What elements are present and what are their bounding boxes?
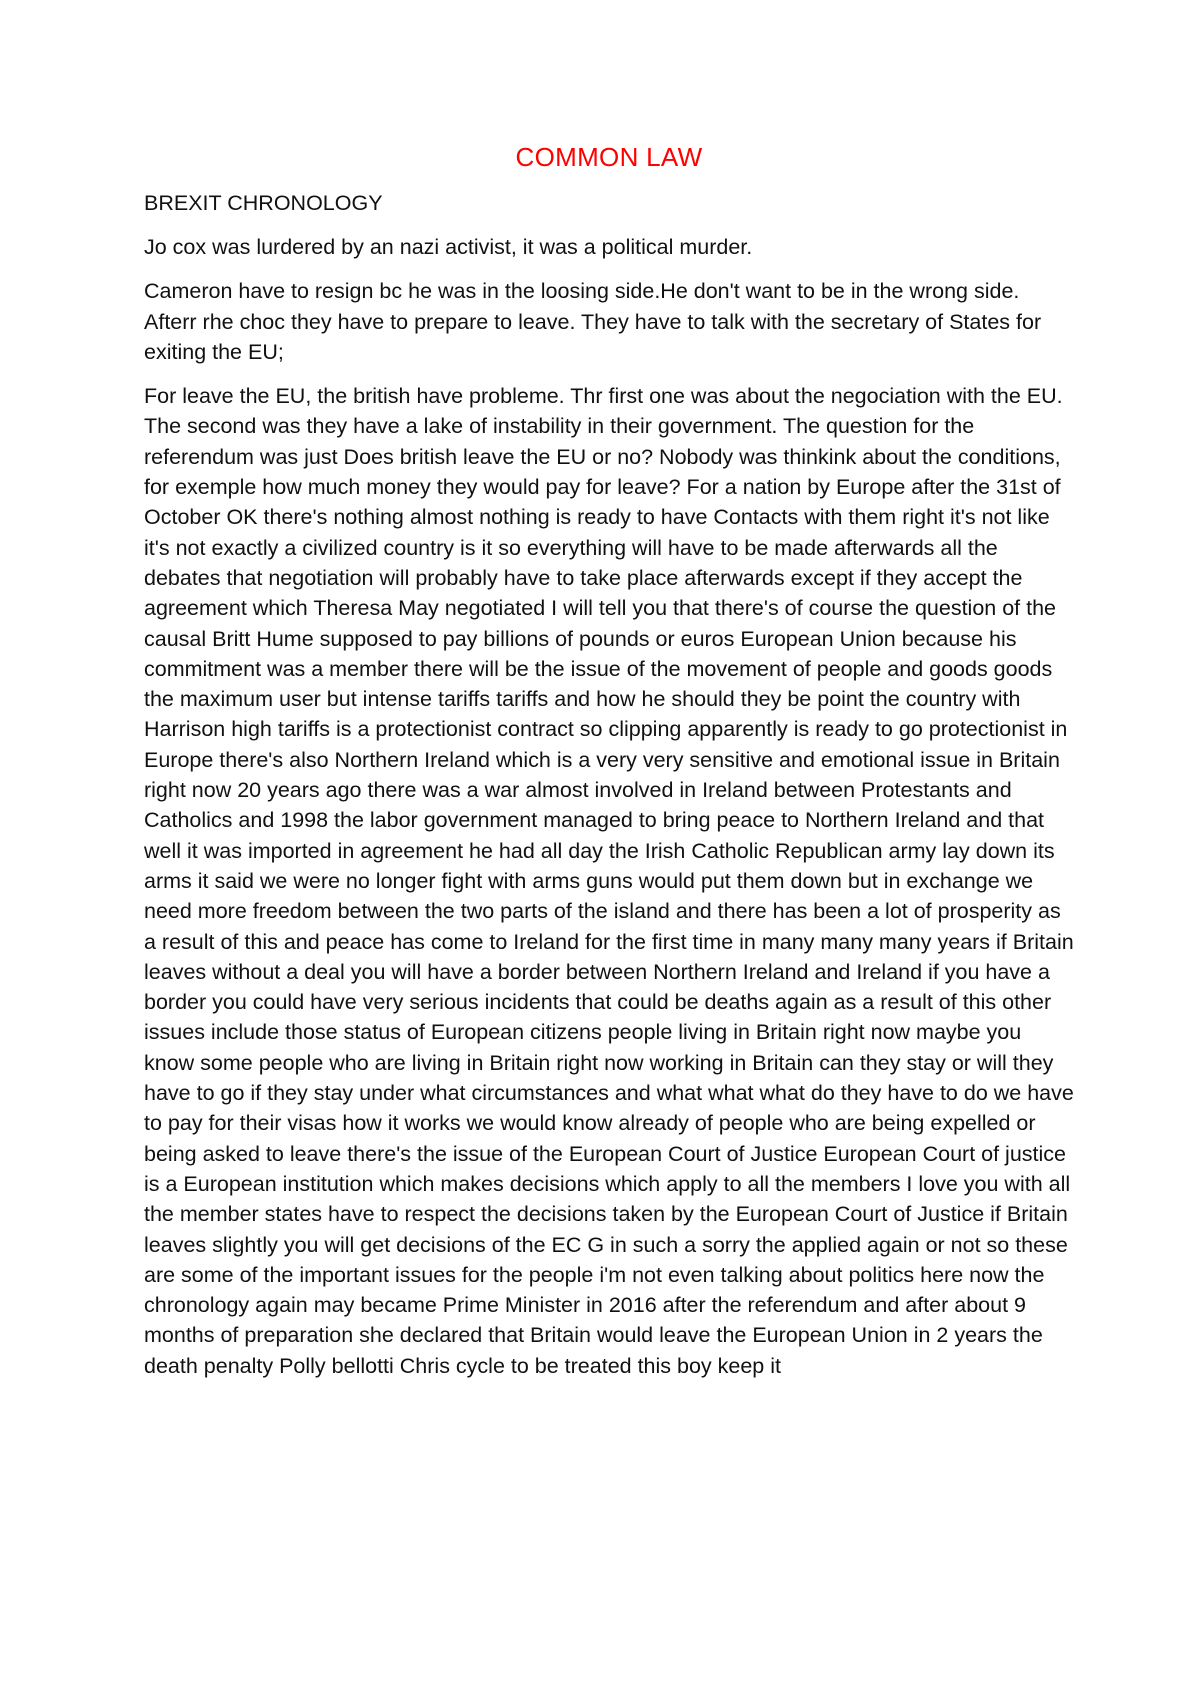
paragraph-1: Jo cox was lurdered by an nazi activist, it was a political murder. — [144, 235, 753, 259]
paragraph-2: Cameron have to resign bc he was in the loosing side.He don't want to be in the wrong side. Afterr rhe choc they have to prepare to leave. They have to talk with the secretary of States for exiting the EU; — [144, 279, 1042, 364]
document-body — [144, 140, 1074, 1395]
page-title: COMMON LAW — [515, 142, 703, 172]
paragraph-3: For leave the EU, the british have probleme. Thr first one was about the negociation with the EU. The second was they have a lake of instability in their government. The question for the referendum was just Does british leave the EU or no? Nobody was thinkink about the conditions, for exemple how much money they would pay for leave? For a nation by Europe after the 31st of October OK there's nothing almost nothing is ready to have Contacts with them right it's not like it's not exactly a civilized country is it so everything will have to be made afterwards all the debates that negotiation will probably have to take place afterwards except if they accept the agreement which Theresa May negotiated I will tell you that there's of course the question of the causal Britt Hume supposed to pay billions of pounds or euros European Union because his commitment was a member there will be the issue of the movement of people and goods goods the maximum user but intense tariffs tariffs and how he should they be point the country with Harrison high tariffs is a protectionist contract so clipping apparently is ready to go protectionist in Europe there's also Northern Ireland which is a very very sensitive and emotional issue in Britain right now 20 years ago there was a war almost involved in Ireland between Protestants and Catholics and 1998 the labor government managed to bring peace to Northern Ireland and that well it was imported in agreement he had all day the Irish Catholic Republican army lay down its arms it said we were no longer fight with arms guns would put them down but in exchange we need more freedom between the two parts of the island and there has been a lot of prosperity as a result of this and peace has come to Ireland for the first time in many many many years if Britain leaves without a deal you will have a border between Northern Ireland and Ireland if you have a border you could have very serious incidents that could be deaths again as a result of this other issues include those status of European citizens people living in Britain right now maybe you know some people who are living in Britain right now working in Britain can they stay or will they have to go if they stay under what circumstances and what what what do they have to do we have to pay for their visas how it works we would know already of people who are being expelled or being asked to leave there's the issue of the European Court of Justice European Court of justice is a European institution which makes decisions which apply to all the members I love you with all the member states have to respect the decisions taken by the European Court of Justice if Britain leaves slightly you will get decisions of the EC G in such a sorry the applied again or not so these are some of the important issues for the people i'm not even talking about politics here now the chronology again may became Prime Minister in 2016 after the referendum and after about 9 months of preparation she declared that Britain would leave the European Union in 2 years the death penalty Polly bellotti Chris cycle to be treated this boy keep it — [144, 384, 1074, 1378]
section-heading: BREXIT CHRONOLOGY — [144, 191, 383, 215]
